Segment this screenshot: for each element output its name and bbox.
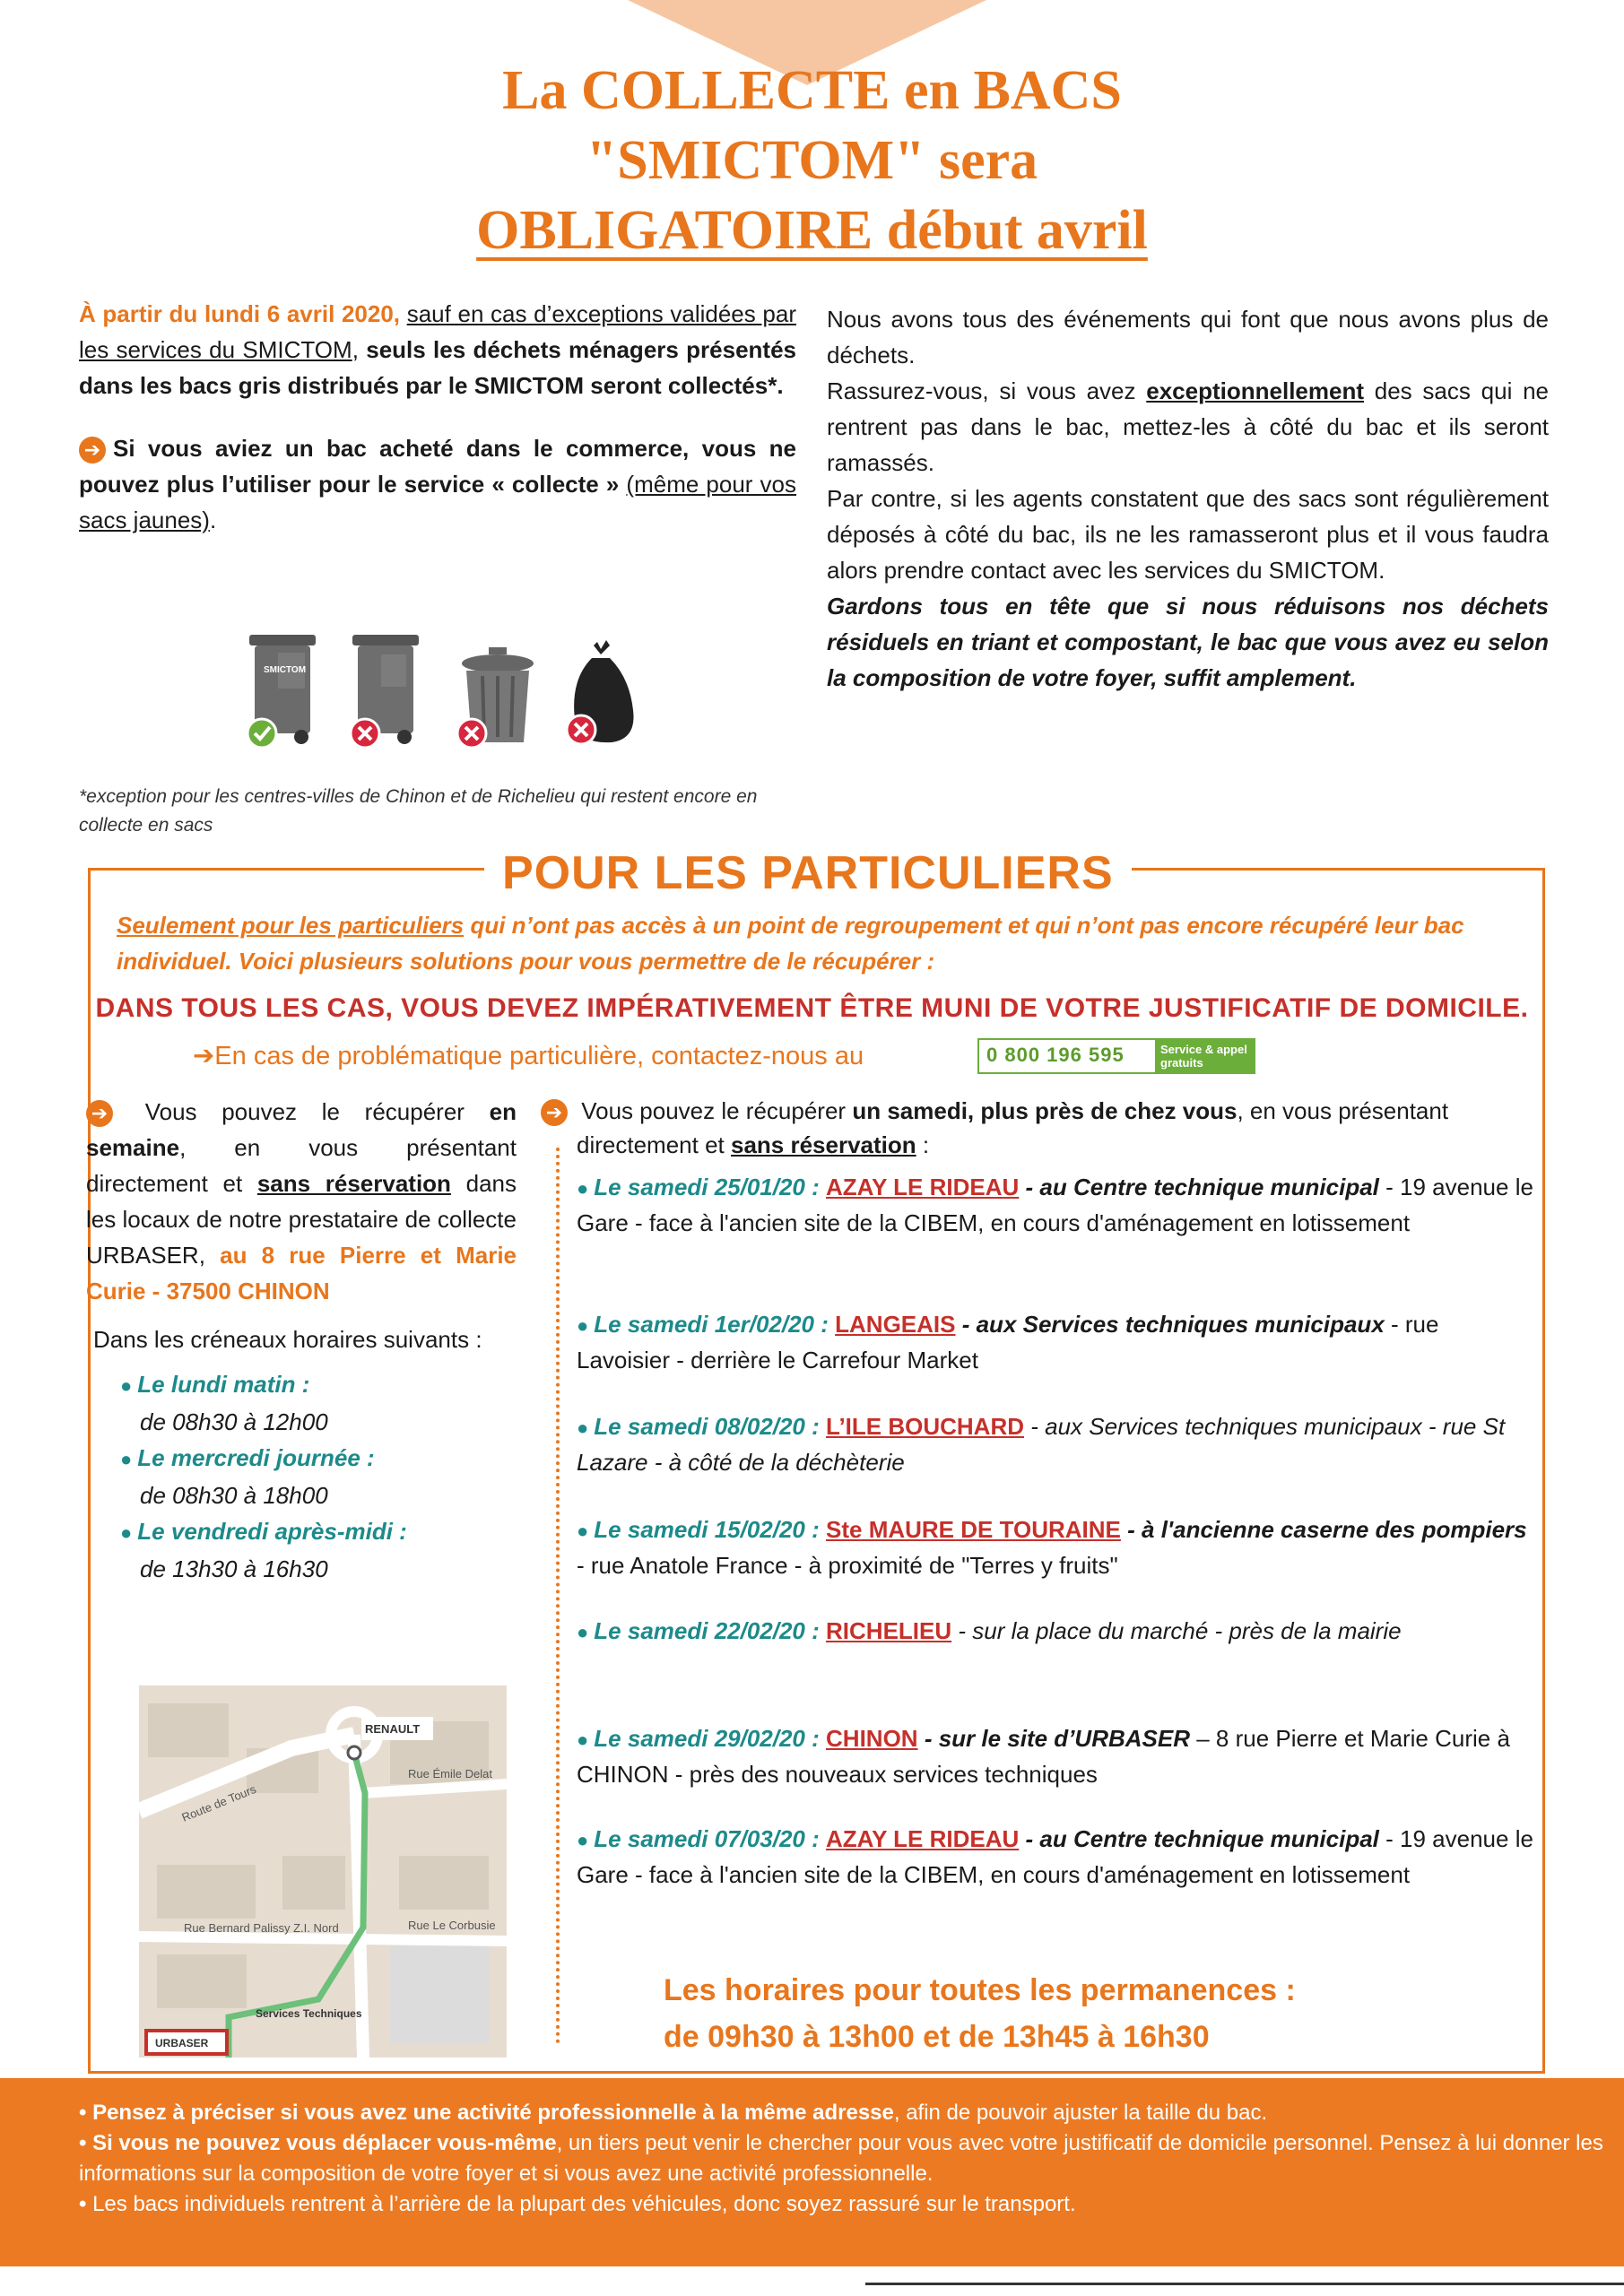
title-line-2: "SMICTOM" sera — [586, 130, 1038, 191]
weekday-intro-b: en semaine — [86, 1098, 517, 1161]
slot-label: Le lundi matin : — [137, 1371, 310, 1398]
right-paragraph-3: Par contre, si les agents constatent que des sacs sont régulièrement déposés à côté du bac, ils ne les ramasseront plus et il vous faudra alors prendre contact avec les services du SMICTOM. — [827, 485, 1549, 584]
bottom-list — [0, 2098, 1624, 2220]
saturday-venue: - aux Services techniques municipaux — [961, 1311, 1385, 1338]
saturday-venue: - au Centre technique municipal — [1025, 1174, 1379, 1200]
saturday-intro-a: Vous pouvez le récupérer — [581, 1097, 847, 1124]
bin-illustrations — [242, 628, 655, 753]
saturday-venue: - sur le site d’URBASER — [924, 1725, 1190, 1752]
map-road-label: Rue Émile Delat — [408, 1767, 492, 1780]
saturday-item — [577, 1721, 1536, 1791]
saturday-place: CHINON — [826, 1725, 918, 1752]
bullet-dot-icon: ● — [577, 1520, 589, 1542]
saturday-intro — [545, 1094, 1536, 1162]
bullet-dot-icon: ● — [120, 1448, 133, 1470]
right-paragraph-2 — [827, 373, 1549, 481]
weekday-intro-e: dans les locaux de notre prestataire de collecte URBASER, — [86, 1170, 517, 1269]
footnote: *exception pour les centres-villes de Chinon et de Richelieu qui restent encore en collecte en sacs — [79, 786, 758, 836]
intro-right-column — [827, 301, 1549, 696]
exception-text: sauf en cas d’exceptions validées par les services du SMICTOM — [79, 300, 796, 363]
saturday-intro-b: un samedi, plus près de chez vous — [852, 1097, 1238, 1124]
page-title — [0, 56, 1624, 265]
saturday-item — [577, 1512, 1536, 1582]
saturday-desc: - aux Services techniques municipaux - rue St Lazare - à côté de la déchèterie — [577, 1413, 1506, 1476]
bottom-rule — [865, 2283, 1624, 2285]
saturday-item — [577, 1307, 1536, 1377]
saturday-no-reservation: sans réservation — [730, 1131, 916, 1158]
saturday-date: Le samedi 22/02/20 : — [594, 1617, 820, 1644]
saturday-intro-e: : — [916, 1131, 930, 1158]
saturday-desc: - 19 avenue le Gare - face à l'ancien site de la CIBEM, en cours d'aménagement en lotissement — [577, 1825, 1533, 1888]
slots-intro: Dans les créneaux horaires suivants : — [93, 1326, 482, 1353]
column-divider — [556, 1148, 560, 2044]
bullet-dot-icon: ● — [577, 1728, 589, 1751]
garbage-bag-icon — [556, 628, 646, 753]
saturday-desc: - rue Lavoisier - derrière le Carrefour Market — [577, 1311, 1439, 1373]
proof-of-address-warning: DANS TOUS LES CAS, VOUS DEVEZ IMPÉRATIVEMENT ÊTRE MUNI DE VOTRE JUSTIFICATIF DE DOMICILE. — [95, 993, 1529, 1023]
map-renault-label: RENAULT — [365, 1722, 421, 1736]
particuliers-note — [117, 907, 1515, 979]
saturday-place: AZAY LE RIDEAU — [826, 1174, 1020, 1200]
bin-logo-text: SMICTOM — [264, 665, 307, 675]
saturday-place: AZAY LE RIDEAU — [826, 1825, 1020, 1852]
saturday-place: LANGEAIS — [835, 1311, 956, 1338]
saturday-date: Le samedi 25/01/20 : — [594, 1174, 820, 1200]
slot-label: Le vendredi après-midi : — [137, 1518, 407, 1545]
separator-text: , — [352, 336, 359, 363]
slot-item — [120, 1440, 517, 1513]
bottom-item-text: , afin de pouvoir ajuster la taille du bac. — [893, 2101, 1268, 2125]
bullet-dot-icon: ● — [577, 1829, 589, 1851]
hours-times: de 09h30 à 13h00 et de 13h45 à 16h30 — [664, 2020, 1210, 2054]
right-paragraph-1: Nous avons tous des événements qui font que nous avons plus de déchets. — [827, 306, 1549, 368]
bottom-item — [79, 2189, 1624, 2220]
map-services-label: Services Techniques — [256, 2007, 362, 2020]
weekday-intro — [86, 1094, 517, 1309]
saturday-place: L’ILE BOUCHARD — [826, 1413, 1025, 1440]
bullet-dot-icon: ● — [120, 1521, 133, 1544]
saturday-date: Le samedi 15/02/20 : — [594, 1516, 820, 1543]
saturday-column — [541, 1094, 1536, 1888]
bullet-dot-icon: ● — [577, 1417, 589, 1439]
saturday-item — [577, 1170, 1536, 1240]
saturday-desc: – 8 rue Pierre et Marie Curie à CHINON - près des nouveaux services techniques — [577, 1725, 1510, 1788]
slot-time: de 08h30 à 12h00 — [140, 1408, 328, 1435]
bullet-dot-icon: ● — [577, 1621, 589, 1643]
bullet-dot-icon: ● — [577, 1177, 589, 1200]
saturday-date: Le samedi 29/02/20 : — [594, 1725, 820, 1752]
saturday-desc: - rue Anatole France - à proximité de "Terres y fruits" — [577, 1552, 1118, 1579]
bullet-dot-icon: ● — [120, 1374, 133, 1397]
saturday-item — [577, 1409, 1536, 1479]
map-road-label: Route de Tours — [179, 1781, 258, 1824]
map-urbaser-label: URBASER — [155, 2037, 209, 2049]
bullet-dot-icon: ● — [577, 1314, 589, 1337]
map-road-label: Rue Bernard Palissy Z.I. Nord — [184, 1921, 339, 1935]
commercial-bin-text: Si vous aviez un bac acheté dans le commerce, vous ne pouvez plus l’utiliser pour le service « collecte » — [79, 435, 796, 498]
right-paragraph-4: Gardons tous en tête que si nous réduisons nos déchets résiduels en triant et compostant, le bac que vous avez eu selon la composition de votre foyer, suffit amplement. — [827, 593, 1549, 691]
saturday-venue: - au Centre technique municipal — [1025, 1825, 1379, 1852]
metal-trash-can-icon — [448, 628, 538, 753]
exceptionally-text: exceptionnellement — [1146, 377, 1364, 404]
only-particuliers-text: Seulement pour les particuliers — [117, 912, 465, 939]
bottom-item-bold: Si vous ne pouvez vous déplacer vous-même — [92, 2131, 557, 2155]
slot-time: de 08h30 à 18h00 — [140, 1482, 328, 1509]
hours-heading: Les horaires pour toutes les permanences : — [664, 1973, 1296, 2007]
title-line-3: OBLIGATOIRE début avril — [476, 200, 1148, 261]
weekday-column — [86, 1094, 517, 1587]
arrow-right-icon: ➔ — [86, 1100, 113, 1127]
weekday-no-reservation: sans réservation — [256, 1170, 451, 1197]
bottom-info-band — [0, 2078, 1624, 2266]
section-title: POUR LES PARTICULIERS — [484, 845, 1132, 902]
saturday-desc: - sur la place du marché - près de la mairie — [958, 1617, 1402, 1644]
saturday-date: Le samedi 1er/02/20 : — [594, 1311, 829, 1338]
saturday-date: Le samedi 07/03/20 : — [594, 1825, 820, 1852]
bottom-item — [79, 2098, 1624, 2128]
saturday-place: RICHELIEU — [826, 1617, 952, 1644]
intro-paragraph-1 — [79, 296, 796, 403]
map-drawing — [139, 1685, 507, 2058]
slot-item — [120, 1513, 517, 1587]
urbaser-address: au 8 rue Pierre et Marie Curie - 37500 CHINON — [86, 1242, 517, 1304]
saturday-place: Ste MAURE DE TOURAINE — [826, 1516, 1121, 1543]
bottom-item-text: Les bacs individuels rentrent à l’arrière de la plupart des véhicules, donc soyez rassuré sur le transport. — [92, 2192, 1076, 2216]
saturday-intro-c: , en vous présentant directement et — [577, 1097, 1449, 1158]
map-road-label: Rue Le Corbusie — [408, 1919, 496, 1932]
reassure-text: Rassurez-vous, si vous avez — [827, 377, 1136, 404]
phone-number-badge[interactable] — [977, 1038, 1255, 1074]
weekday-intro-c: , en vous présentant directement et — [86, 1134, 517, 1197]
intro-left-column — [79, 296, 796, 538]
title-line-1: La COLLECTE en BACS — [502, 60, 1122, 121]
bottom-item — [79, 2128, 1624, 2189]
bottom-item-bold: Pensez à préciser si vous avez une activité professionnelle à la même adresse — [92, 2101, 894, 2125]
saturday-item — [577, 1614, 1536, 1650]
slot-item — [120, 1366, 517, 1440]
phone-number: 0 800 196 595 — [986, 1044, 1125, 1066]
arrow-right-icon: ➔ — [541, 1099, 568, 1126]
saturday-venue: - à l'ancienne caserne des pompiers — [1127, 1516, 1527, 1543]
saturday-desc: - 19 avenue le Gare - face à l'ancien site de la CIBEM, en cours d'aménagement en lotissement — [577, 1174, 1533, 1236]
intro-paragraph-2 — [79, 430, 796, 538]
smictom-bin-icon — [242, 628, 323, 753]
bags-beside-text: des sacs qui ne rentrent pas dans le bac, mettez-les à côté du bac et ils seront ramassés. — [827, 377, 1550, 476]
contact-line: ➔En cas de problématique particulière, contactez-nous au — [193, 1042, 864, 1070]
free-service-badge: Service & appel gratuits — [1155, 1040, 1254, 1072]
saturday-item — [577, 1822, 1536, 1892]
start-date-text: À partir du lundi 6 avril 2020, — [79, 300, 401, 327]
weekday-intro-a: Vous pouvez le récupérer — [144, 1098, 465, 1125]
period-text: . — [209, 507, 217, 533]
slot-label: Le mercredi journée : — [137, 1444, 375, 1471]
yellow-bags-text: (même pour vos sacs jaunes) — [79, 471, 797, 533]
arrow-right-icon: ➔ — [79, 437, 106, 464]
collection-rule-text: seuls les déchets ménagers présentés dans les bacs gris distribués par le SMICTOM seront collectés*. — [79, 336, 796, 399]
bottom-item-text: , un tiers peut venir le chercher pour vous avec votre justificatif de domicile personnel. Pensez à lui donner les informations sur la composition de votre foyer et si vous avez une activité professionnelle. — [79, 2131, 1603, 2186]
only-rest-text: qui n’ont pas accès à un point de regroupement et qui n’ont pas encore récupéré leur bac individuel. Voici plusieurs solutions pour vous permettre de le récupérer : — [117, 912, 1464, 975]
commercial-bin-icon — [345, 628, 426, 753]
saturday-date: Le samedi 08/02/20 : — [594, 1413, 820, 1440]
slot-time: de 13h30 à 16h30 — [140, 1555, 328, 1582]
location-map — [139, 1685, 507, 2058]
